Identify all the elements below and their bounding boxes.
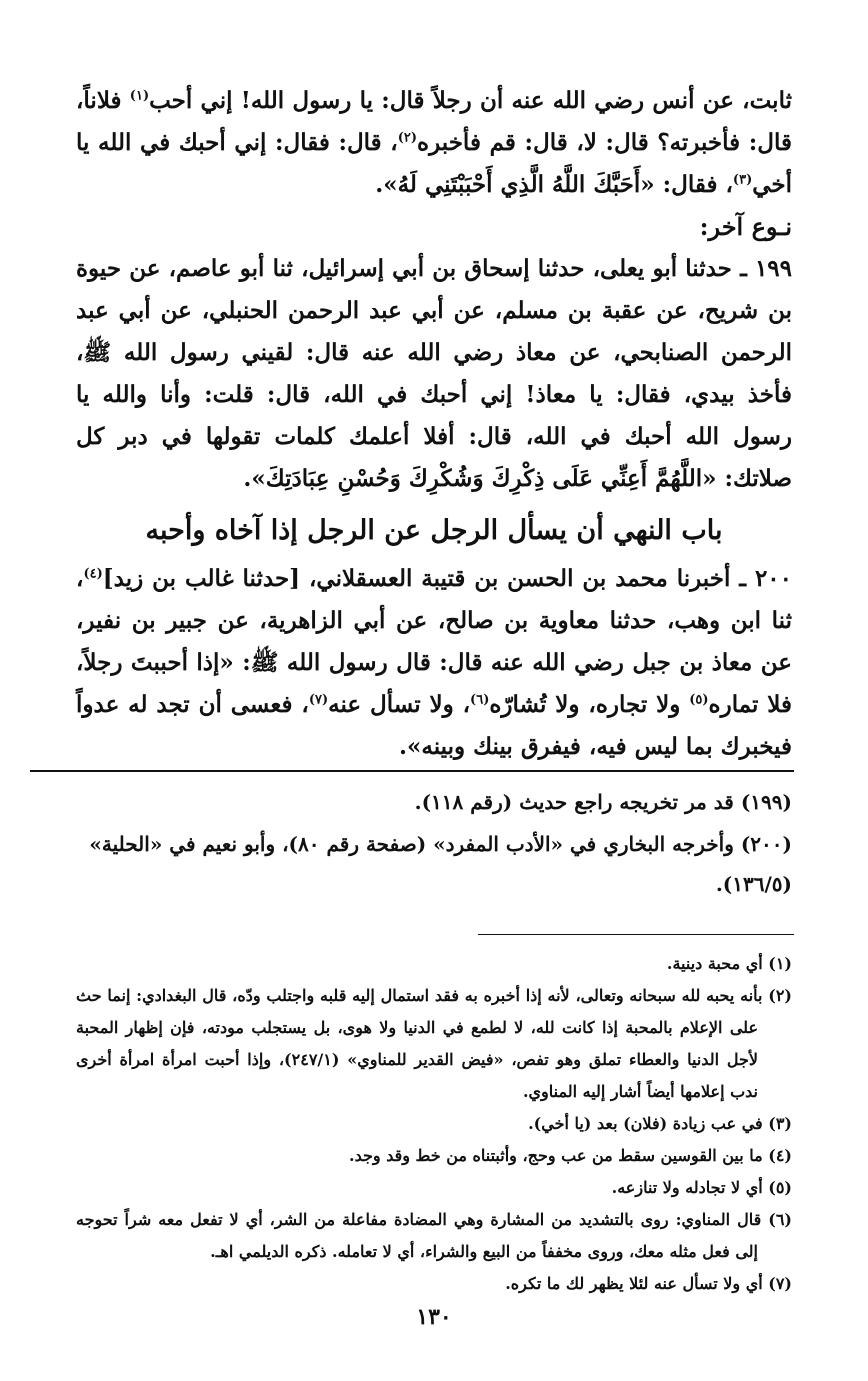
paragraph-continuation bbox=[76, 80, 792, 206]
footnote-item: (٢) بأنه يحبه لله سبحانه وتعالى، لأنه إذا أخبره به فقد استمال إليه قلبه واجتلب ودّه، قال البغدادي: إنما حث على الإعلام بالمحبة إذا كانت لله، لا لطمع في الدنيا ولا هوى، بل يستجلب مودته، فإن إظهار المحبة لأجل الدنيا والعطاء تملق وهو تفص، «فيض القدير للمناوي» (٢٤٧/١)، وإذا أحبت امرأة امرأة أخرى ندب إعلامها أيضاً أشار إليه المناوي. bbox=[76, 986, 792, 1101]
separator-rule bbox=[30, 770, 794, 772]
footnote-item: (٦) قال المناوي: روى بالتشديد من المشارة وهي المضادة مفاعلة من الشر، أي لا تفعل معه شراً تحوجه إلى فعل مثله معك، وروى مخففاً من البيع والشراء، أي لا تعامله. ذكره الديلمي اهـ. bbox=[76, 1210, 792, 1261]
footnote-item: (١) أي محبة دينية. bbox=[666, 954, 792, 973]
footnote-item: (٣) في عب زيادة (فلان) بعد (يا أخي). bbox=[528, 1114, 792, 1133]
text-run: ، ولا تسأل عنه bbox=[328, 691, 471, 718]
text-run: ثابت، عن أنس رضي الله عنه أن رجلاً قال: يا رسول الله! إني أحب bbox=[149, 87, 792, 114]
section-subheading: نـوع آخر: bbox=[699, 212, 792, 241]
hadith-text: حدثنا أبو يعلى، حدثنا إسحاق بن أبي إسرائيل، ثنا أبو عاصم، عن حيوة بن شريح، عن عقبة بن مسلم، عن أبي عبد الرحمن الحنبلي، عن أبي عبد الرحمن الصنابحي، عن معاذ رضي الله عنه قال: لقيني رسول الله ﷺ، فأخذ بيدي، فقال: يا معاذ! إني أحبك في الله، قال: قلت: وأنا والله يا رسول الله أحبك في الله، قال: أفلا أعلمك كلمات تقولها في دبر كل صلاتك: «اللَّهُمَّ أَعِنِّي عَلَى ذِكْرِكَ وَشُكْرِكَ وَحُسْنِ عِبَادَتِكَ». bbox=[76, 255, 792, 492]
text-run: فلاناً، قال: فأخبرته؟ قال: لا، قال: قم فأخبره bbox=[76, 87, 792, 156]
chapter-title: باب النهي أن يسأل الرجل عن الرجل إذا آخاه وأحبه bbox=[145, 515, 723, 546]
page-number: ١٣٠ bbox=[416, 1304, 452, 1330]
footnotes bbox=[76, 948, 792, 1300]
text-run: أخبرنا محمد بن الحسن بن قتيبة العسقلاني، [حدثنا غالب بن زيد] bbox=[102, 565, 740, 592]
footnote-marker[interactable]: (١) bbox=[129, 88, 150, 104]
footnote-item: (٧) أي ولا تسأل عنه لئلا يظهر لك ما تكره. bbox=[505, 1274, 792, 1293]
footnote-item: (٥) أي لا تجادله ولا تنازعه. bbox=[611, 1178, 792, 1197]
footnote-item: (٤) ما بين القوسين سقط من عب وحج، وأثبتناه من خط وقد وجد. bbox=[349, 1146, 792, 1165]
hadith-200 bbox=[76, 558, 792, 768]
text-run: ، فعسى أن تجد له عدواً فيخبرك بما ليس فيه، فيفرق بينك وبينه». bbox=[76, 691, 792, 760]
hadith-number: ٢٠٠ ـ bbox=[739, 565, 792, 592]
text-run: ، ثنا ابن وهب، حدثنا معاوية بن صالح، عن أبي الزاهرية، عن جبير بن نفير، عن معاذ بن جبل رضي الله عنه قال: قال رسول الله ﷺ: «إذا أحببتَ رجلاً، فلا تماره bbox=[76, 565, 792, 718]
reference-item: (١٩٩) قد مر تخريجه راجع حديث (رقم ١١٨). bbox=[414, 790, 792, 814]
footnote-marker[interactable]: (٤) bbox=[83, 566, 103, 582]
footnote-marker[interactable]: (٢) bbox=[397, 130, 418, 146]
footnote-rule bbox=[478, 934, 794, 935]
footnote-marker[interactable]: (٧) bbox=[308, 692, 329, 708]
hadith-199 bbox=[76, 248, 792, 500]
footnote-marker[interactable]: (٣) bbox=[732, 172, 753, 188]
text-run: ولا تجاره، ولا تُشارّه bbox=[489, 691, 690, 718]
reference-item: (٢٠٠) وأخرجه البخاري في «الأدب المفرد» (صفحة رقم ٨٠)، وأبو نعيم في «الحلية» (١٣٦/٥). bbox=[89, 832, 792, 896]
hadith-number: ١٩٩ ـ bbox=[740, 255, 793, 282]
takhrij-references bbox=[76, 782, 792, 906]
text-run: ، فقال: «أَحَبَّكَ اللَّهُ الَّذِي أَحْبَبْتَنِي لَهُ». bbox=[375, 171, 733, 198]
main-text bbox=[76, 80, 792, 768]
text-run: ، قال: فقال: إني أحبك في الله يا أخي bbox=[76, 129, 792, 198]
footnote-marker[interactable]: (٦) bbox=[470, 692, 490, 708]
footnote-marker[interactable]: (٥) bbox=[689, 692, 709, 708]
